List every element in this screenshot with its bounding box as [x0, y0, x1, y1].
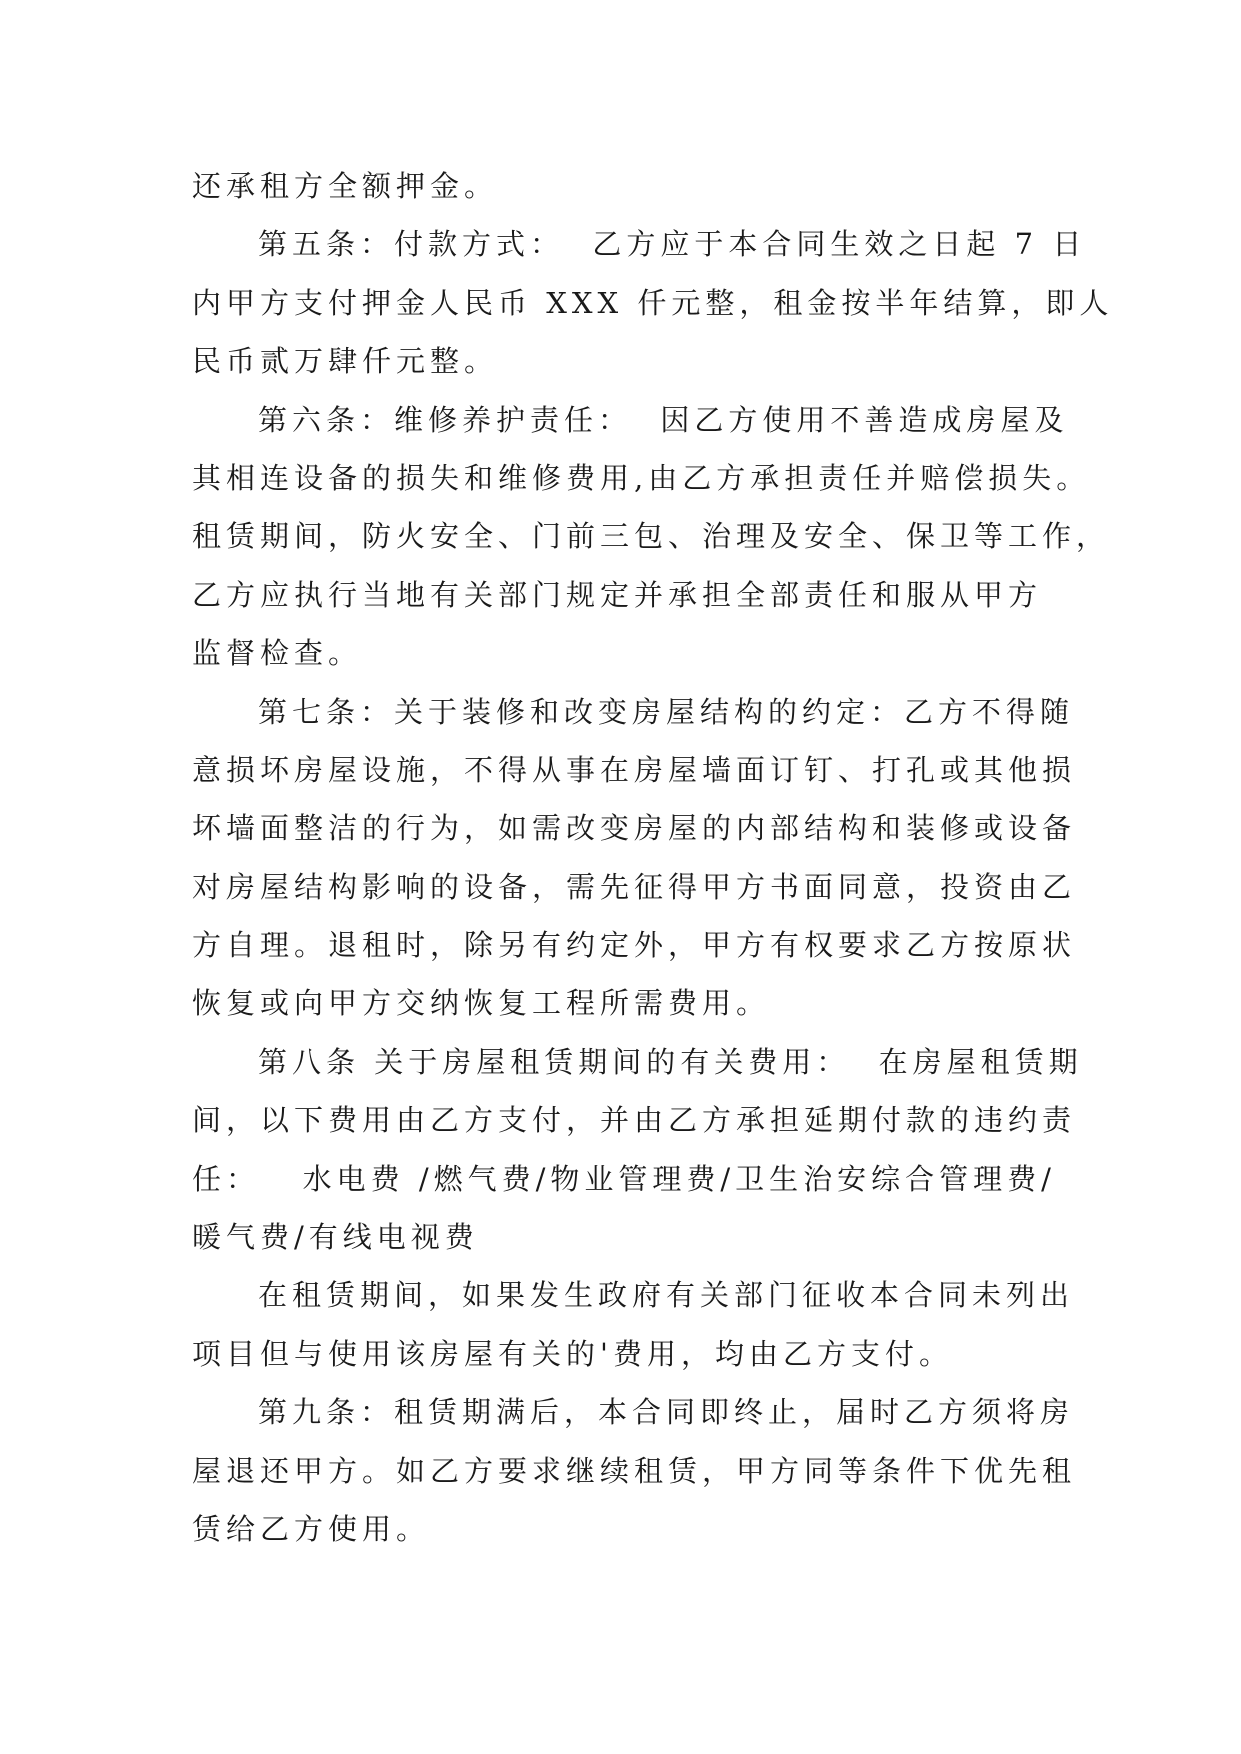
paragraph-article-6 — [192, 391, 1111, 683]
text-line: 暖气费/有线电视费 — [192, 1220, 479, 1255]
paragraph-article-5 — [192, 215, 1114, 390]
text-line: 意损坏房屋设施，不得从事在房屋墙面订钉、打孔或其他损 — [192, 752, 1077, 787]
text-line: 坏墙面整洁的行为，如需改变房屋的内部结构和装修或设备 — [192, 811, 1077, 846]
paragraph-article-8 — [192, 1033, 1083, 1267]
text-line: 其相连设备的损失和维修费用,由乙方承担责任并赔偿损失。 — [192, 460, 1091, 495]
text-line: 第五条：付款方式： 乙方应于本合同生效之日起 7 日 — [258, 227, 1087, 262]
text-line: 在租赁期间，如果发生政府有关部门征收本合同未列出 — [258, 1278, 1075, 1313]
text-line: 任： 水电费 /燃气费/物业管理费/卫生治安综合管理费/ — [192, 1161, 1056, 1196]
text-line: 赁给乙方使用。 — [192, 1511, 431, 1546]
text-line: 第九条：租赁期满后，本合同即终止，届时乙方须将房 — [258, 1395, 1075, 1430]
contract-text — [192, 157, 1114, 1558]
text-line: 对房屋结构影响的设备，需先征得甲方书面同意，投资由乙 — [192, 869, 1077, 904]
paragraph-article-7 — [192, 683, 1077, 1033]
text-line: 第八条 关于房屋租赁期间的有关费用： 在房屋租赁期 — [258, 1044, 1083, 1079]
text-line: 乙方应执行当地有关部门规定并承担全部责任和服从甲方 — [192, 577, 1043, 612]
text-line: 内甲方支付押金人民币 XXX 仟元整，租金按半年结算，即人 — [192, 285, 1114, 320]
paragraph-p0 — [192, 157, 1052, 215]
paragraph-article-8-extra — [192, 1266, 1075, 1383]
text-line: 恢复或向甲方交纳恢复工程所需费用。 — [192, 986, 771, 1021]
text-line: 间，以下费用由乙方支付，并由乙方承担延期付款的违约责 — [192, 1103, 1077, 1138]
text-line: 第六条：维修养护责任： 因乙方使用不善造成房屋及 — [258, 402, 1069, 437]
text-line: 方自理。退租时，除另有约定外，甲方有权要求乙方按原状 — [192, 928, 1077, 963]
text-line: 租赁期间，防火安全、门前三包、治理及安全、保卫等工作， — [192, 519, 1111, 554]
text-line: 还承租方全额押金。 — [192, 169, 499, 203]
text-line: 屋退还甲方。如乙方要求继续租赁，甲方同等条件下优先租 — [192, 1453, 1077, 1488]
text-line: 监督检查。 — [192, 636, 363, 671]
paragraph-article-9 — [192, 1383, 1077, 1558]
text-line: 民币贰万肆仟元整。 — [192, 344, 499, 379]
text-line: 第七条：关于装修和改变房屋结构的约定：乙方不得随 — [258, 694, 1075, 729]
text-line: 项目但与使用该房屋有关的'费用，均由乙方支付。 — [192, 1336, 953, 1371]
